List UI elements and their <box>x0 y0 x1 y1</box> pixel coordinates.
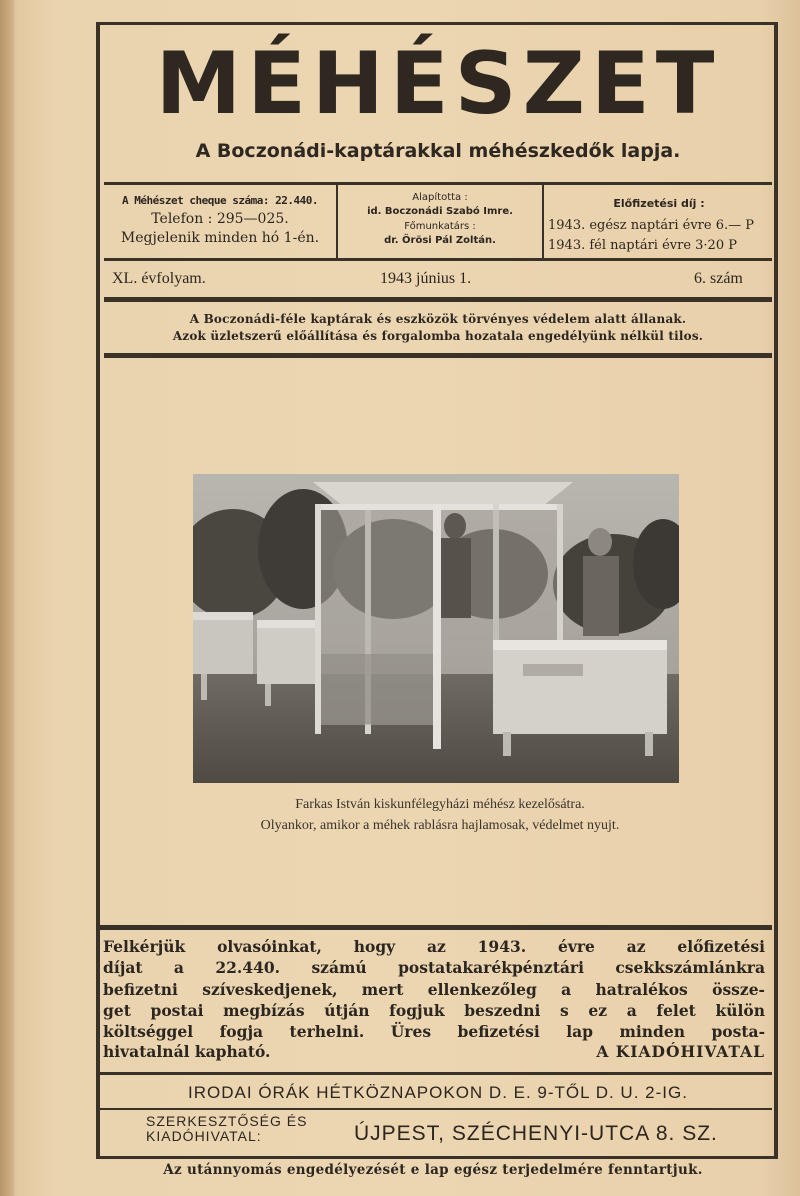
chief-name: dr. Örösi Pál Zoltán. <box>384 235 496 246</box>
binding-edge <box>0 0 14 1196</box>
appeal-line-5: költséggel fogja terhelni. Üres befizetési lap minden posta- <box>103 1022 765 1042</box>
founder-name: id. Boczonádi Szabó Imre. <box>367 206 513 217</box>
office-hours: IRODAI ÓRÁK HÉTKÖZNAPOKON D. E. 9-TŐL D. U. 2-IG. <box>188 1083 688 1102</box>
legal-notice <box>104 311 772 345</box>
subscription-label: Előfizetési díj : <box>613 197 705 210</box>
appeal-line-4: get postai megbízás útján fogjuk beszedni s ez a felet külön <box>103 1000 765 1020</box>
frame-bottom-rule <box>96 1156 778 1159</box>
appeal-line-3: befizetni szíveskedjenek, mert ellenkezőleg a hatralékos össze- <box>103 979 765 999</box>
reprint-notice: Az utánnyomás engedélyezését e lap egész terjedelmére fenntartjuk. <box>163 1162 703 1178</box>
masthead-subtitle: A Boczonádi-kaptárakkal méhészkedők lapja. <box>195 140 681 162</box>
volume: XL. évfolyam. <box>112 270 206 287</box>
phone-number: Telefon : 295—025. <box>151 211 289 227</box>
info-bottom-rule <box>104 258 772 261</box>
info-subscription <box>548 195 770 254</box>
info-editors <box>340 191 540 247</box>
info-contact <box>106 192 334 247</box>
appeal-top-rule <box>100 925 772 930</box>
cheque-number: A Méhészet cheque száma: 22.440. <box>122 194 318 207</box>
chief-label: Főmunkatárs : <box>404 221 476 232</box>
apiary-photo <box>193 474 679 783</box>
issue-info-row <box>112 270 764 292</box>
hours-top-rule <box>96 1072 772 1075</box>
appeal-line-2: díjat a 22.440. számú postatakarékpénztári csekkszámlánkra <box>103 958 765 978</box>
info-divider-left <box>336 185 338 258</box>
photo-caption-line-2: Olyankor, amikor a méhek rablásra hajlamosak, védelmet nyujt. <box>260 818 620 833</box>
publisher-signature: A KIADÓHIVATAL <box>596 1042 765 1061</box>
publication-frequency: Megjelenik minden hó 1-én. <box>120 230 320 246</box>
legal-notice-line-1: A Boczonádi-féle kaptárak és eszközök törvényes védelem alatt állanak. <box>189 312 687 326</box>
photo-caption-line-1: Farkas István kiskunfélegyházi méhész kezelősátra. <box>295 797 585 812</box>
office-address: ÚJPEST, SZÉCHENYI-UTCA 8. SZ. <box>354 1122 718 1145</box>
info-top-rule <box>104 182 772 185</box>
notice-top-rule <box>104 297 772 302</box>
hours-bottom-rule <box>96 1108 772 1110</box>
appeal-line-6: hivatalnál kapható. <box>103 1042 271 1061</box>
subscription-appeal <box>103 936 765 1042</box>
editorial-office-label <box>146 1114 336 1144</box>
appeal-line-1: Felkérjük olvasóinkat, hogy az 1943. évre az előfizetési <box>103 937 765 956</box>
appeal-closing-row <box>103 1042 765 1064</box>
issue-date: 1943 június 1. <box>380 270 472 287</box>
subscription-yearly: 1943. egész naptári évre 6.— P <box>548 218 754 233</box>
info-divider-right <box>542 185 544 258</box>
legal-notice-line-2: Azok üzletszerű előállítása és forgalomba hozatala engedélyünk nélkül tilos. <box>172 329 704 343</box>
notice-bottom-rule <box>104 353 772 358</box>
editorial-label-line-2: KIADÓHIVATAL: <box>146 1128 262 1144</box>
masthead-title: MÉHÉSZET <box>155 34 721 134</box>
editorial-label-line-1: SZERKESZTŐSÉG ÉS <box>146 1113 308 1129</box>
issue-number: 6. szám <box>694 270 743 287</box>
founded-label: Alapította : <box>412 192 468 203</box>
subscription-half-year: 1943. fél naptári évre 3·20 P <box>548 238 737 253</box>
